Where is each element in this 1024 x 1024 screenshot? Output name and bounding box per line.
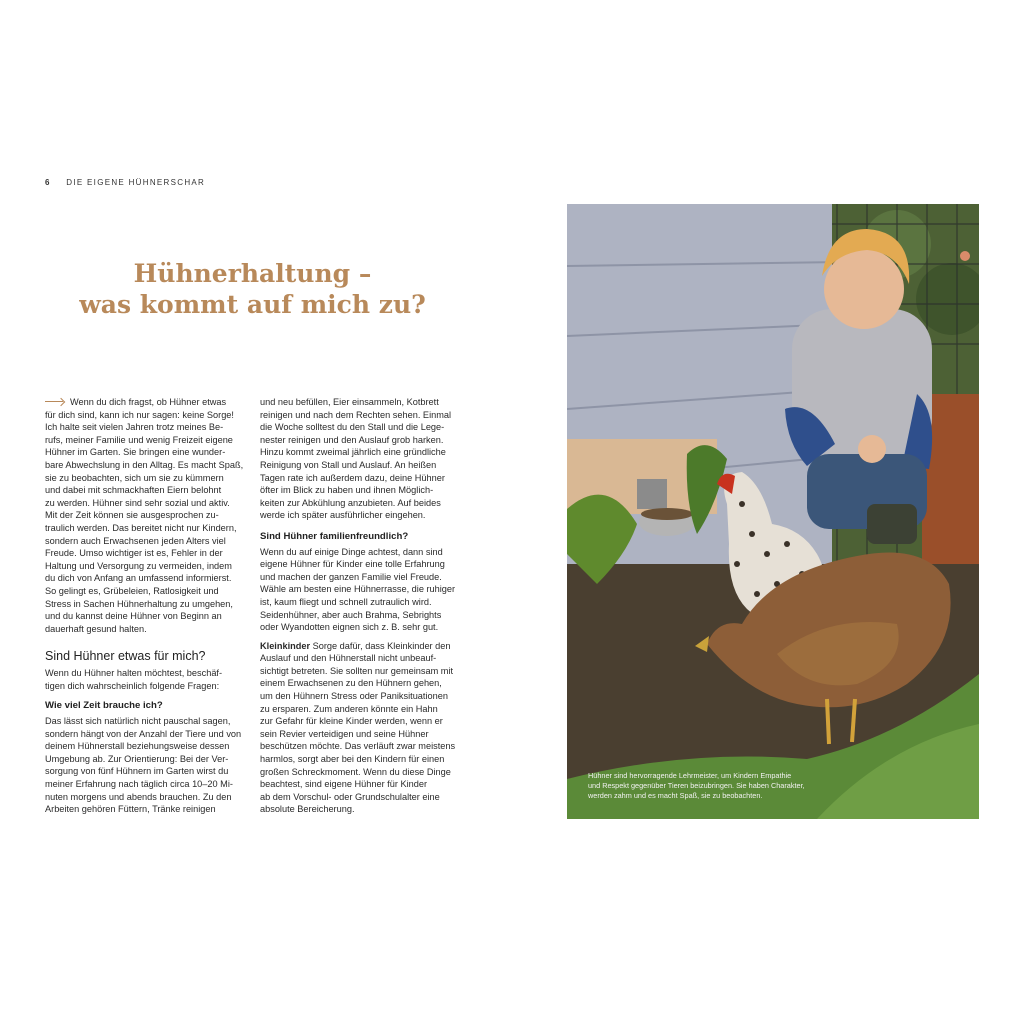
- subheading-time: Wie viel Zeit brauche ich?: [45, 700, 163, 712]
- intro-line: zu werden. Hühner sind sehr sozial und aktiv.: [45, 497, 230, 508]
- section-line: Wenn du Hühner halten möchtest, beschäf-: [45, 668, 223, 679]
- chapter-title: DIE EIGENE HÜHNERSCHAR: [66, 178, 206, 187]
- para-line: Tagen rate ich außerdem dazu, deine Hühner: [260, 472, 445, 483]
- sub-line: Das lässt sich natürlich nicht pauschal sagen,: [45, 716, 231, 727]
- para-line: oder Wyandotten eignen sich z. B. sehr gut.: [260, 622, 439, 633]
- intro-line: dauerhaft gesund halten.: [45, 623, 147, 634]
- para-line: großen Schreckmoment. Wenn du diese Dinge: [260, 766, 451, 777]
- para-line: zur Gefahr für kleine Kinder werden, wenn er: [260, 716, 443, 727]
- intro-line: Hühner im Garten. Sie bringen eine wunder-: [45, 447, 226, 458]
- para-line: und machen der ganzen Familie viel Freude.: [260, 571, 442, 582]
- intro-line: Freude. Umso wichtiger ist es, Fehler in der: [45, 548, 223, 559]
- para-line: zu ersparen. Zum anderen könnte ein Hahn: [260, 703, 438, 714]
- intro-line: für dich sind, kann ich nur sagen: keine Sorge!: [45, 409, 234, 420]
- para-line: Hinzu kommt zweimal jährlich eine gründliche: [260, 447, 446, 458]
- para-line: harmlos, sorgt aber bei den Kindern für einen: [260, 754, 445, 765]
- para-line: Auslauf und den Hühnerstall nicht unbeauf-: [260, 653, 437, 664]
- para-line: die Woche solltest du den Stall und die Lege-: [260, 422, 445, 433]
- para-line: und neu befüllen, Eier einsammeln, Kotbrett: [260, 397, 439, 407]
- intro-line: Stress in Sachen Hühnerhaltung zu umgehen,: [45, 598, 233, 609]
- intro-line: sie zu beobachten, sich um sie zu kümmern: [45, 472, 224, 483]
- intro-line: bare Abwechslung in den Alltag. Es macht Spaß,: [45, 459, 244, 470]
- intro-line: und dabei mit schmackhaften Eiern belohnt: [45, 485, 222, 496]
- intro-line: rufs, meiner Familie und wenig Freizeit eigene: [45, 434, 233, 445]
- intro-line: Ich halte seit vielen Jahren trotz meines Be-: [45, 422, 224, 433]
- title-line-2: was kommt auf mich zu?: [79, 290, 426, 319]
- para-line: beschützen möchte. Das verläuft zwar meistens: [260, 741, 456, 752]
- arrow-right-icon: [45, 397, 65, 405]
- para-line: beachtest, sind eigene Hühner für Kinder: [260, 779, 428, 790]
- photo-caption: Hühner sind hervorragende Lehrmeister, um Kindern Empathie und Respekt gegenüber Tieren beizubringen. Sie haben Charakter, werden zahm und es macht Spaß, sie zu beobachten.: [588, 771, 805, 801]
- para-line: sichtigt betreten. Sie sollten nur gemeinsam mit: [260, 665, 454, 676]
- para-line: einem Erwachsenen zu den Hühnern gehen,: [260, 678, 442, 689]
- para-line: ab dem Vorschul- oder Grundschulalter eine: [260, 791, 440, 802]
- text-column-middle: [260, 396, 458, 816]
- sub-line: sondern hängt von der Anzahl der Tiere und von: [45, 728, 242, 739]
- lead-in-kleinkinder: Kleinkinder: [260, 640, 311, 651]
- sub-line: nuten morgens und abends brauchen. Zu den: [45, 791, 232, 802]
- sub-line: Arbeiten gehören Füttern, Tränke reinigen: [45, 804, 216, 815]
- intro-line: Mit der Zeit können sie ausgesprochen zu-: [45, 510, 219, 521]
- para-line: werde ich später ausführlicher eingehen.: [260, 510, 426, 521]
- text-column-left: [45, 396, 245, 816]
- title-line-1: Hühnerhaltung –: [133, 259, 372, 288]
- page-title: [0, 258, 505, 320]
- intro-line: Wenn du dich fragst, ob Hühner etwas: [45, 396, 245, 409]
- sub-line: Umgebung ab. Zur Orientierung: Bei der Ver-: [45, 753, 229, 764]
- section-line: tigen dich wahrscheinlich folgende Fragen:: [45, 680, 220, 691]
- para-line: Kleinkinder Sorge dafür, dass Kleinkinder den: [260, 640, 451, 651]
- para-line: absolute Bereicherung.: [260, 804, 355, 815]
- intro-line: sondern auch Erwachsenen jeden Alters viel: [45, 535, 226, 546]
- subheading-family: Sind Hühner familienfreundlich?: [260, 530, 409, 542]
- para-line: eigene Hühner für Kinder eine tolle Erfahrung: [260, 559, 445, 570]
- intro-line: So gelingt es, Grübeleien, Ratlosigkeit und: [45, 585, 219, 596]
- para-line: öfter im Blick zu haben und ihnen Möglich-: [260, 485, 434, 496]
- para-line: Reinigung von Stall und Auslauf. An heißen: [260, 459, 437, 470]
- para-line: reinigen und nach dem Rechten sehen. Einmal: [260, 409, 452, 420]
- para-line: um den Hühnern Stress oder Paniksituationen: [260, 691, 448, 702]
- para-line: Wenn du auf einige Dinge achtest, dann sind: [260, 546, 443, 557]
- para-line: nester reinigen und den Auslauf grob harken.: [260, 434, 444, 445]
- para-line: sein Revier verteidigen und seine Hühner: [260, 728, 429, 739]
- intro-line: Haltung und Versorgung zu vermeiden, indem: [45, 560, 232, 571]
- section-heading: Sind Hühner etwas für mich?: [45, 649, 206, 664]
- para-line: ist, kaum fliegt und schnell zutraulich wird.: [260, 596, 432, 607]
- sub-line: meiner Erfahrung nach täglich circa 10–20 Mi-: [45, 779, 233, 790]
- intro-line: und du kannst deine Hühner von Beginn an: [45, 611, 222, 622]
- sub-line: sorgung von fünf Hühnern im Garten wirst du: [45, 766, 229, 777]
- sub-line: deinem Hühnerstall beziehungsweise dessen: [45, 741, 230, 752]
- page-number: 6: [45, 178, 51, 187]
- para-line: Wähle am besten eine Hühnerrasse, die ruhiger: [260, 584, 456, 595]
- para-line: Seidenhühner, aber auch Brahma, Sebrights: [260, 609, 442, 620]
- intro-line: du dich von Anfang an umfassend informierst.: [45, 573, 232, 584]
- intro-line: traulich werden. Das bereitet nicht nur Kindern,: [45, 522, 237, 533]
- photo-child-with-chickens: [567, 204, 979, 819]
- para-line: keiten zur Abkühlung anzubieten. Auf beides: [260, 497, 441, 508]
- running-header: [45, 178, 205, 187]
